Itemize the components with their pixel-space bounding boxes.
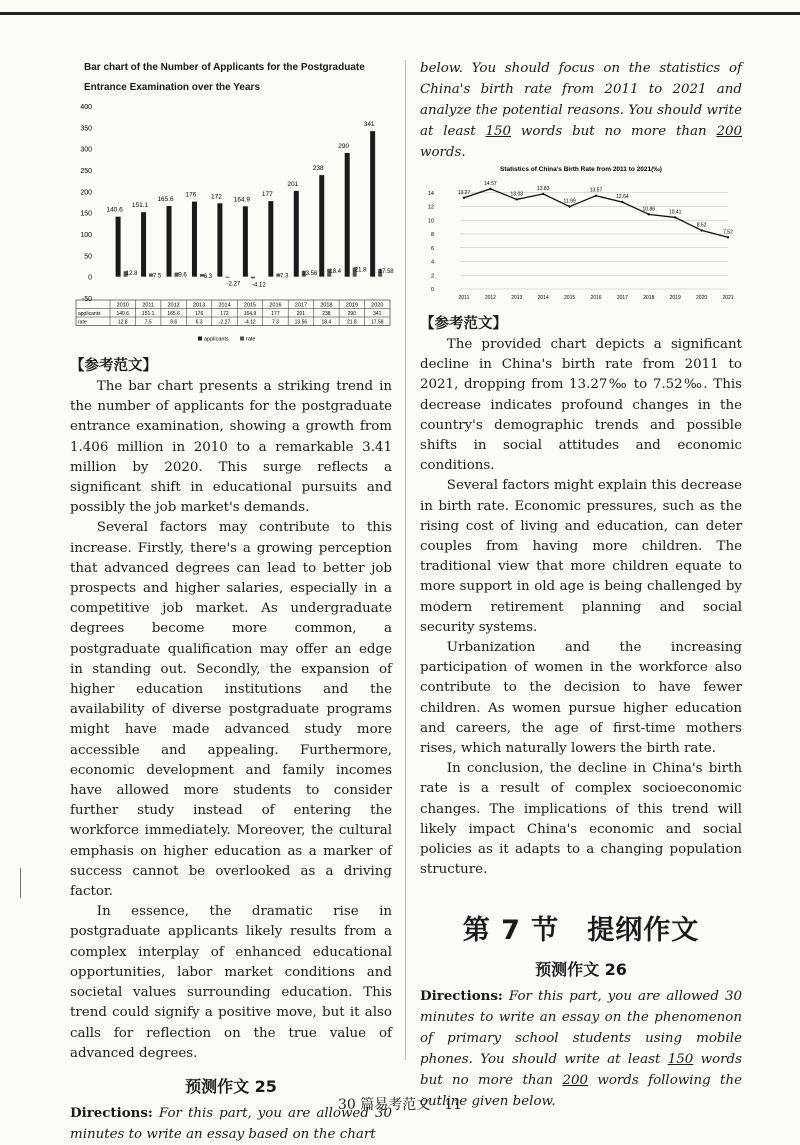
- intro-text: below. You should focus on the statistics of China's birth rate from 2011 to 2021 and analyze the potential reasons. You should write at least: [420, 61, 742, 139]
- essay-paragraph: The bar chart presents a striking trend in the number of applicants for the postgraduate entrance examination, showing a growth from 1.406 million in 2010 to a remarkable 3.41 million by 2020. This surge reflects a significant shift in educational pursuits and possibly the job market's demands.: [70, 379, 392, 516]
- y-tick-label: 400: [80, 104, 92, 111]
- table-cell-applicants: 177: [271, 311, 280, 317]
- table-year: 2015: [243, 302, 257, 309]
- table-cell-applicants: 164.9: [243, 311, 257, 317]
- line-point: [516, 198, 518, 200]
- bar-label-rate: 12.8: [125, 271, 138, 278]
- bar-applicants: [345, 153, 350, 277]
- x-tick-label: 2019: [669, 295, 681, 301]
- line-point-label: 12.64: [616, 194, 629, 201]
- x-tick-label: 2021: [722, 295, 734, 301]
- line-point: [674, 216, 676, 218]
- y-tick-label: -50: [81, 296, 92, 303]
- table-year: 2017: [294, 302, 308, 309]
- legend-swatch-applicants: [198, 337, 202, 341]
- bar-label-applicants: 201: [287, 180, 299, 188]
- table-cell-rate: 21.8: [346, 319, 357, 326]
- table-cell-rate: 12.8: [117, 319, 128, 326]
- y-tick-label: 8: [430, 232, 434, 238]
- table-cell-applicants: 151.1: [141, 311, 155, 317]
- bar-chart-title-line2: Entrance Examination over the Years: [84, 82, 261, 93]
- directions-text-end: words following the outline given below.: [420, 1073, 742, 1110]
- line-point: [700, 229, 702, 231]
- line-point-label: 13.03: [510, 191, 524, 198]
- bar-label-rate: 6.3: [203, 273, 213, 280]
- x-tick-label: 2015: [564, 295, 576, 301]
- top-rule: [0, 12, 800, 15]
- directions-label: Directions:: [420, 988, 503, 1005]
- bar-label-applicants: 164.9: [233, 196, 251, 204]
- table-year: 2011: [142, 302, 155, 309]
- bar-chart-title-line1: Bar chart of the Number of Applicants for the Postgraduate: [84, 62, 365, 73]
- bar-label-applicants: 172: [210, 193, 222, 201]
- table-cell-rate: 6.3: [195, 319, 203, 326]
- line-chart: [420, 163, 742, 311]
- word-max: 200: [562, 1073, 588, 1089]
- bar-label-rate: 7.5: [152, 273, 162, 280]
- x-tick-label: 2013: [511, 295, 523, 301]
- bar-label-applicants: 290: [338, 142, 350, 150]
- line-point: [648, 213, 650, 215]
- intro-text-end: words.: [420, 145, 466, 160]
- x-tick-label: 2017: [616, 295, 628, 301]
- bar-label-rate: 18.4: [329, 268, 342, 275]
- reference-heading: 【参考范文】: [70, 358, 157, 374]
- line-point-label: 10.41: [668, 209, 682, 216]
- line-point-label: 13.83: [536, 185, 550, 192]
- line-chart-title: Statistics of China's Birth Rate from 2011 to 2021(‰): [500, 166, 662, 173]
- table-year: 2019: [345, 302, 358, 309]
- margin-mark: [20, 868, 21, 898]
- table-cell-rate: 7.5: [144, 319, 152, 326]
- y-tick-label: 150: [80, 210, 92, 218]
- legend-label-applicants: applicants: [204, 336, 229, 343]
- table-year: 2012: [167, 302, 180, 309]
- directions-text: For this part, you are allowed 30 minutes to write an essay based on the chart: [70, 1105, 392, 1142]
- bar-label-rate: -4.12: [252, 282, 266, 289]
- essay-paragraph: Several factors might explain this decrease in birth rate. Economic pressures, such as the rising cost of living and education, can deter couples from having more children. The traditional view that more children equate to more support in old age is being challenged by modern retirement planning and social security systems.: [420, 478, 742, 635]
- table-cell-rate: 17.58: [371, 319, 384, 326]
- table-cell-rate: 18.4: [321, 319, 332, 326]
- directions-continued: [420, 58, 742, 163]
- table-cell-rate: 7.3: [271, 319, 279, 326]
- column-divider: [405, 60, 406, 1060]
- prediction-heading-25: 预测作文 25: [185, 1076, 277, 1096]
- bar-rate: [225, 277, 229, 278]
- x-tick-label: 2012: [484, 295, 496, 301]
- table-cell-applicants: 172: [220, 311, 229, 317]
- y-tick-label: 0: [430, 287, 434, 293]
- bar-rate: [251, 277, 255, 279]
- bar-label-rate: 21.8: [354, 267, 367, 274]
- essay-paragraph: Several factors may contribute to this increase. Firstly, there's a growing perception that advanced degrees can lead to better job prospects and higher salaries, especially in a competitive job market. As undergraduate degrees become more common, a postgraduate qualification may offer an edge in standing out. Secondly, the expansion of higher education institutions and the availability of diverse postgraduate programs might have made advanced study more accessible and appealing. Furthermore, economic development and family incomes have allowed more students to consider further study instead of entering the workforce immediately. Moreover, the cultural emphasis on higher education as a marker of success cannot be overlooked as a driving factor.: [70, 520, 392, 900]
- legend-label-rate: rate: [246, 336, 256, 343]
- bar-label-rate: 9.6: [178, 272, 187, 279]
- bar-applicants: [319, 175, 324, 277]
- bar-label-applicants: 238: [312, 165, 324, 173]
- y-tick-label: 2: [430, 273, 434, 280]
- y-tick-label: 0: [88, 274, 92, 282]
- directions-text: For this part, you are allowed 30 minutes to write an essay on the phenomenon of primary school students using mobile phones. You should write at least: [420, 989, 742, 1068]
- bar-label-applicants: 341: [363, 121, 375, 129]
- bar-applicants: [217, 203, 222, 276]
- bar-label-applicants: 176: [185, 191, 197, 199]
- data-table: [76, 300, 390, 326]
- intro-text-mid: words but no more than: [520, 124, 707, 139]
- reference-heading: 【参考范文】: [420, 316, 507, 332]
- line-point-label: 10.86: [642, 206, 656, 213]
- table-cell-applicants: 238: [322, 311, 331, 317]
- bar-label-rate: 17.58: [378, 269, 394, 276]
- word-min: 150: [667, 1052, 694, 1068]
- y-tick-label: 50: [84, 253, 92, 261]
- line-point-label: 7.52: [723, 229, 733, 236]
- page-footer: 30 篇易考范文 11: [337, 1097, 463, 1113]
- directions-label: Directions:: [70, 1104, 153, 1121]
- directions-text-mid: words but no more than: [420, 1052, 742, 1089]
- table-cell-rate: -2.27: [218, 319, 231, 326]
- essay-paragraph: In essence, the dramatic rise in postgraduate applicants likely results from a complex interplay of enhanced educational opportunities, labor market conditions and societal values surrounding education. This trend could signify a positive move, but it also calls for reflection on the true value of advanced degrees.: [70, 904, 392, 1061]
- bar-label-applicants: 177: [261, 191, 273, 199]
- y-tick-label: 250: [80, 168, 92, 175]
- bar-label-rate: -2.27: [226, 281, 241, 288]
- essay-paragraph: In conclusion, the decline in China's birth rate is a result of complex socioeconomic changes. The implications of this trend will likely impact China's economic and social policies as it adapts to a changing population structure.: [420, 761, 742, 878]
- table-cell-rate: -4.12: [244, 319, 256, 326]
- table-cell-applicants: 165.6: [167, 311, 180, 317]
- line-point: [595, 195, 597, 197]
- left-column: [70, 58, 392, 1145]
- line-point-label: 14.57: [484, 180, 497, 187]
- x-tick-label: 2018: [643, 295, 655, 301]
- right-column: [420, 58, 742, 1112]
- legend-swatch-rate: [240, 337, 244, 341]
- bar-applicants: [116, 217, 121, 277]
- table-cell-applicants: 140.6: [116, 311, 129, 317]
- table-cell-applicants: 290: [347, 311, 356, 317]
- x-tick-label: 2014: [537, 295, 549, 301]
- y-tick-label: 14: [427, 190, 434, 197]
- bar-applicants: [243, 206, 248, 276]
- table-year: 2014: [218, 302, 231, 309]
- table-row-label: rate: [78, 319, 87, 326]
- bar-chart-title: [70, 58, 392, 98]
- prediction-heading-26: 预测作文 26: [535, 960, 627, 980]
- table-year: 2020: [371, 302, 384, 309]
- bar-applicants: [141, 212, 146, 276]
- y-tick-label: 10: [427, 218, 434, 225]
- line-point: [621, 201, 623, 203]
- bar-applicants: [192, 202, 197, 277]
- bar-applicants: [370, 131, 375, 276]
- essay-paragraph: The provided chart depicts a significant decline in China's birth rate from 2011 to 2021, dropping from 13.27‰ to 7.52‰. This decrease indicates profound changes in the country's demographic trends and possible shifts in social attitudes and economic conditions.: [420, 337, 742, 474]
- y-tick-label: 4: [430, 259, 434, 266]
- bar-applicants: [268, 201, 273, 277]
- word-max: 200: [716, 124, 742, 139]
- y-tick-label: 100: [80, 232, 92, 239]
- bar-label-applicants: 151.1: [131, 202, 149, 210]
- line-point-label: 13.57: [589, 187, 603, 194]
- bar-applicants: [167, 206, 172, 277]
- section-title: 第 7 节 提纲作文: [462, 915, 700, 947]
- x-tick-label: 2020: [696, 295, 708, 301]
- table-row-label: applicants: [78, 311, 101, 317]
- bar-applicants: [294, 191, 299, 277]
- line-point: [727, 236, 729, 238]
- table-year: 2016: [269, 302, 282, 309]
- y-tick-label: 300: [80, 146, 92, 154]
- table-cell-applicants: 176: [194, 311, 204, 317]
- bar-chart: [70, 98, 392, 353]
- line-point: [489, 188, 491, 190]
- line-point: [463, 197, 465, 199]
- bar-label-applicants: 165.6: [157, 196, 174, 204]
- line-point-label: 11.99: [563, 198, 576, 205]
- table-year: 2018: [320, 302, 333, 309]
- y-tick-label: 12: [427, 204, 434, 211]
- bar-label-rate: 13.56: [302, 270, 318, 277]
- word-min: 150: [485, 124, 512, 139]
- y-tick-label: 350: [80, 125, 92, 133]
- y-tick-label: 6: [430, 245, 434, 252]
- y-tick-label: 200: [80, 189, 92, 197]
- table-cell-applicants: 201: [296, 311, 306, 317]
- line-point: [542, 193, 544, 195]
- table-cell-rate: 9.6: [170, 319, 178, 326]
- line-point-label: 13.27: [457, 189, 471, 196]
- table-year: 2013: [192, 302, 206, 309]
- x-tick-label: 2016: [590, 295, 602, 301]
- table-cell-applicants: 341: [373, 311, 382, 317]
- line-point-label: 8.52: [696, 222, 707, 229]
- bar-label-rate: 7.3: [280, 273, 289, 280]
- x-tick-label: 2011: [458, 295, 470, 301]
- bar-label-applicants: 140.6: [106, 206, 123, 214]
- table-cell-rate: 13.56: [294, 319, 308, 326]
- essay-paragraph: Urbanization and the increasing participation of women in the workforce also contribute to the decision to have fewer children. As women pursue higher education and careers, the age of first-time mothers rises, which naturally lowers the birth rate.: [420, 640, 742, 757]
- line-point: [568, 205, 570, 207]
- table-year: 2010: [116, 302, 129, 309]
